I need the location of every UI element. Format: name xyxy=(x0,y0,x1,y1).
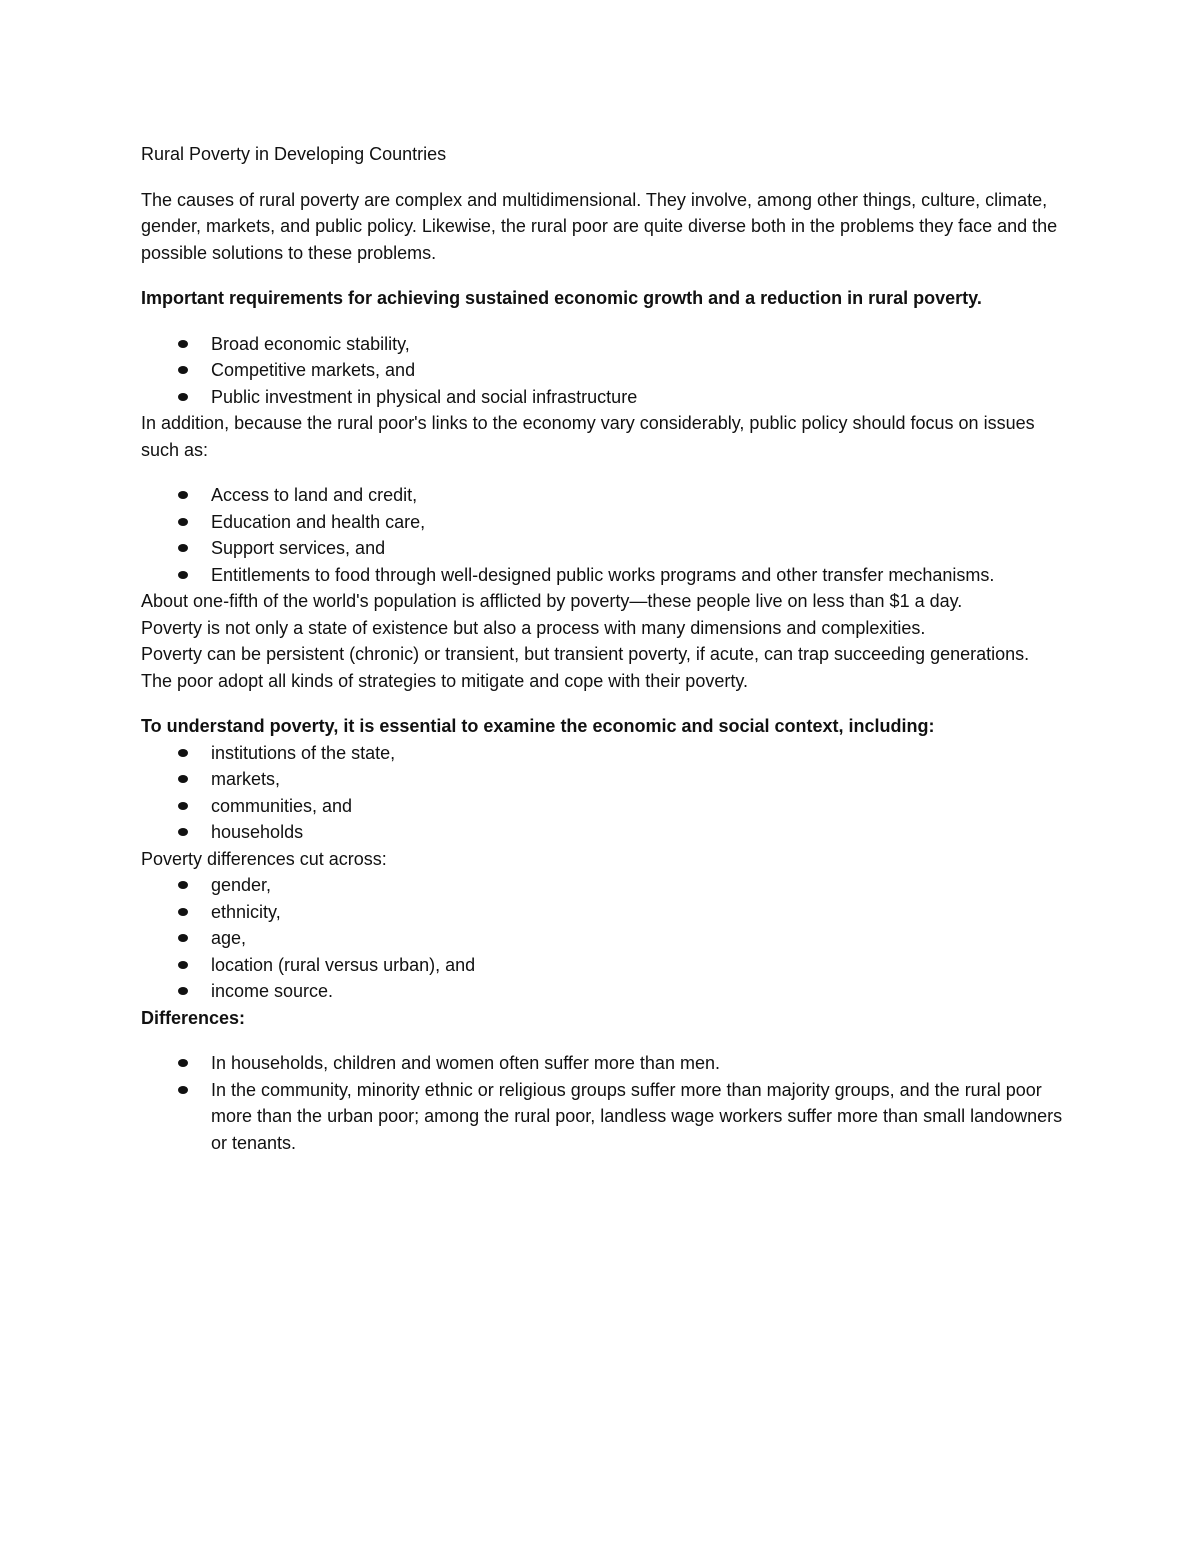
list-item: markets, xyxy=(141,766,1071,793)
fact-line: Poverty is not only a state of existence but also a process with many dimensions and complexities. xyxy=(141,617,926,638)
list-item: Support services, and xyxy=(141,535,1071,562)
list-item: households xyxy=(141,819,1071,846)
document-page xyxy=(141,141,1071,1156)
intro-paragraph: The causes of rural poverty are complex and multidimensional. They involve, among other things, culture, climate, gender, markets, and public policy. Likewise, the rural poor are quite diverse both in the problems they face and the possible solutions to these problems. xyxy=(141,189,1058,263)
requirements-heading: Important requirements for achieving sustained economic growth and a reduction in rural poverty. xyxy=(141,288,982,308)
list-item: Entitlements to food through well-designed public works programs and other transfer mechanisms. xyxy=(141,562,1071,589)
differences-heading: Differences: xyxy=(141,1007,246,1028)
fact-line: About one-fifth of the world's population is afflicted by poverty—these people live on less than $1 a day. xyxy=(141,591,963,611)
list-item: institutions of the state, xyxy=(141,740,1071,767)
context-list xyxy=(141,740,1071,846)
cuts-list xyxy=(141,872,1071,1005)
list-item: Competitive markets, and xyxy=(141,357,1071,384)
list-item: income source. xyxy=(141,978,1071,1005)
list-item: age, xyxy=(141,925,1071,952)
list-item: In the community, minority ethnic or religious groups suffer more than majority groups, and the rural poor more than the urban poor; among the rural poor, landless wage workers suffer more than small landowners or tenants. xyxy=(141,1077,1071,1157)
policy-list xyxy=(141,482,1071,588)
list-item: Broad economic stability, xyxy=(141,331,1071,358)
list-item: Access to land and credit, xyxy=(141,482,1071,509)
list-item: Public investment in physical and social infrastructure xyxy=(141,384,1071,411)
list-item: Education and health care, xyxy=(141,509,1071,536)
requirements-list xyxy=(141,331,1071,411)
facts-block xyxy=(141,588,1071,694)
list-item: gender, xyxy=(141,872,1071,899)
fact-line: Poverty can be persistent (chronic) or transient, but transient poverty, if acute, can trap succeeding generations. xyxy=(141,644,1030,664)
list-item: In households, children and women often suffer more than men. xyxy=(141,1050,1071,1077)
policy-paragraph: In addition, because the rural poor's links to the economy vary considerably, public policy should focus on issues such as: xyxy=(141,413,1035,460)
list-item: ethnicity, xyxy=(141,899,1071,926)
list-item: location (rural versus urban), and xyxy=(141,952,1071,979)
cuts-paragraph: Poverty differences cut across: xyxy=(141,848,387,869)
document-title: Rural Poverty in Developing Countries xyxy=(141,144,447,164)
list-item: communities, and xyxy=(141,793,1071,820)
differences-list xyxy=(141,1050,1071,1156)
context-heading: To understand poverty, it is essential to examine the economic and social context, including: xyxy=(141,716,935,736)
fact-line: The poor adopt all kinds of strategies to mitigate and cope with their poverty. xyxy=(141,670,748,691)
